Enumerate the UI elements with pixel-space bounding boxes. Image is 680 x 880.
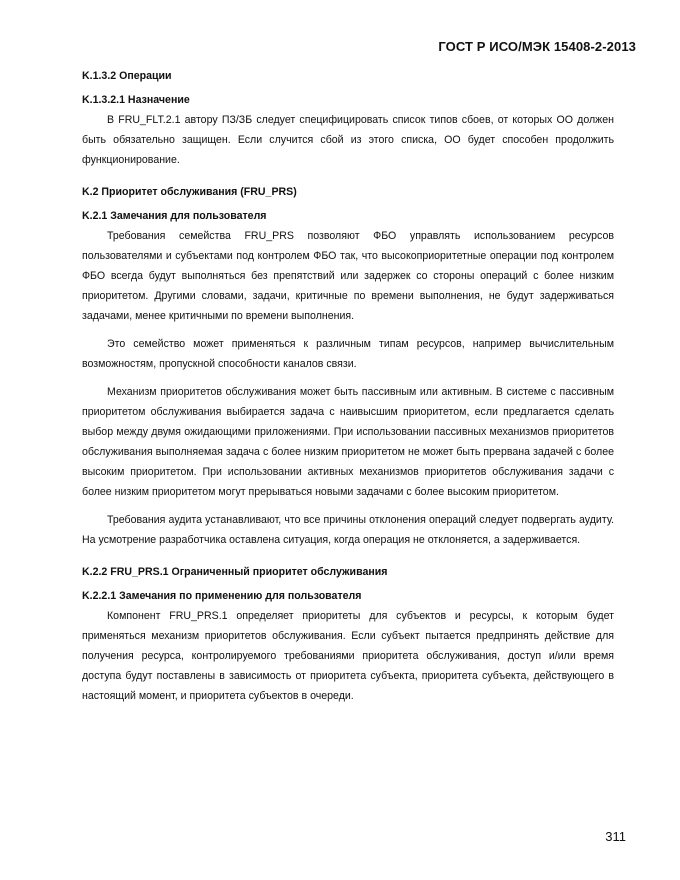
heading-k2: K.2 Приоритет обслуживания (FRU_PRS) — [82, 186, 297, 198]
page-number: 311 — [605, 829, 626, 844]
heading-k2-2: K.2.2 FRU_PRS.1 Ограниченный приоритет обслуживания — [82, 566, 388, 578]
paragraph-fru-flt-assignment: В FRU_FLT.2.1 автору ПЗ/ЗБ следует специфицировать список типов сбоев, от которых ОО должен быть обязательно защищен. Если случится сбой из этого списка, ОО будет способен продолжить функционирование. — [82, 114, 614, 166]
paragraph-fru-prs-1-component: Компонент FRU_PRS.1 определяет приоритеты для субъектов и ресурсы, к которым будет применяться механизм приоритетов обслуживания. Если субъект пытается предпринять действие для получения ресурса, контролируемого требованиями приоритета обслуживания, доступ и/или время доступа будут поставлены в зависимость от приоритета субъекта, приоритета субъекта, действующего в настоящий момент, и приоритета субъектов в очереди. — [82, 610, 614, 702]
heading-k2-2-1: K.2.2.1 Замечания по применению для пользователя — [82, 590, 362, 602]
paragraph-audit-requirements: Требования аудита устанавливают, что все причины отклонения операций следует подвергать аудиту. На усмотрение разработчика оставлена ситуация, когда операция не отклоняется, а задерживается. — [82, 514, 614, 546]
document-body — [82, 66, 614, 706]
paragraph-fru-prs-requirements: Требования семейства FRU_PRS позволяют ФБО управлять использованием ресурсов пользователями и субъектами под контролем ФБО так, что высокоприоритетные операции под контролем ФБО всегда будут выполняться без препятствий или задержек со стороны операций с более низким приоритетом. Другими словами, задачи, критичные по времени выполнения, не будут задерживаться задачами, менее критичными по времени выполнения. — [82, 230, 614, 322]
paragraph-priority-mechanisms: Механизм приоритетов обслуживания может быть пассивным или активным. В системе с пассивным приоритетом обслуживания выбирается задача с наивысшим приоритетом, если предлагается сделать выбор между двумя ожидающими приложениями. При использовании пассивных механизмов приоритетов обслуживания выполняемая задача с более низким приоритетом не может быть прервана задачей с более высоким приоритетом. При использовании активных механизмов приоритетов обслуживания задачи с более низким приоритетом могут прерываться новыми задачами с более высоким приоритетом. — [82, 386, 614, 498]
heading-k1-3-2: K.1.3.2 Операции — [82, 70, 172, 82]
heading-k1-3-2-1: K.1.3.2.1 Назначение — [82, 94, 190, 106]
document-standard-header: ГОСТ Р ИСО/МЭК 15408-2-2013 — [438, 39, 636, 54]
paragraph-resource-types: Это семейство может применяться к различным типам ресурсов, например вычислительным возможностям, пропускной способности каналов связи. — [82, 338, 614, 370]
heading-k2-1: K.2.1 Замечания для пользователя — [82, 210, 267, 222]
